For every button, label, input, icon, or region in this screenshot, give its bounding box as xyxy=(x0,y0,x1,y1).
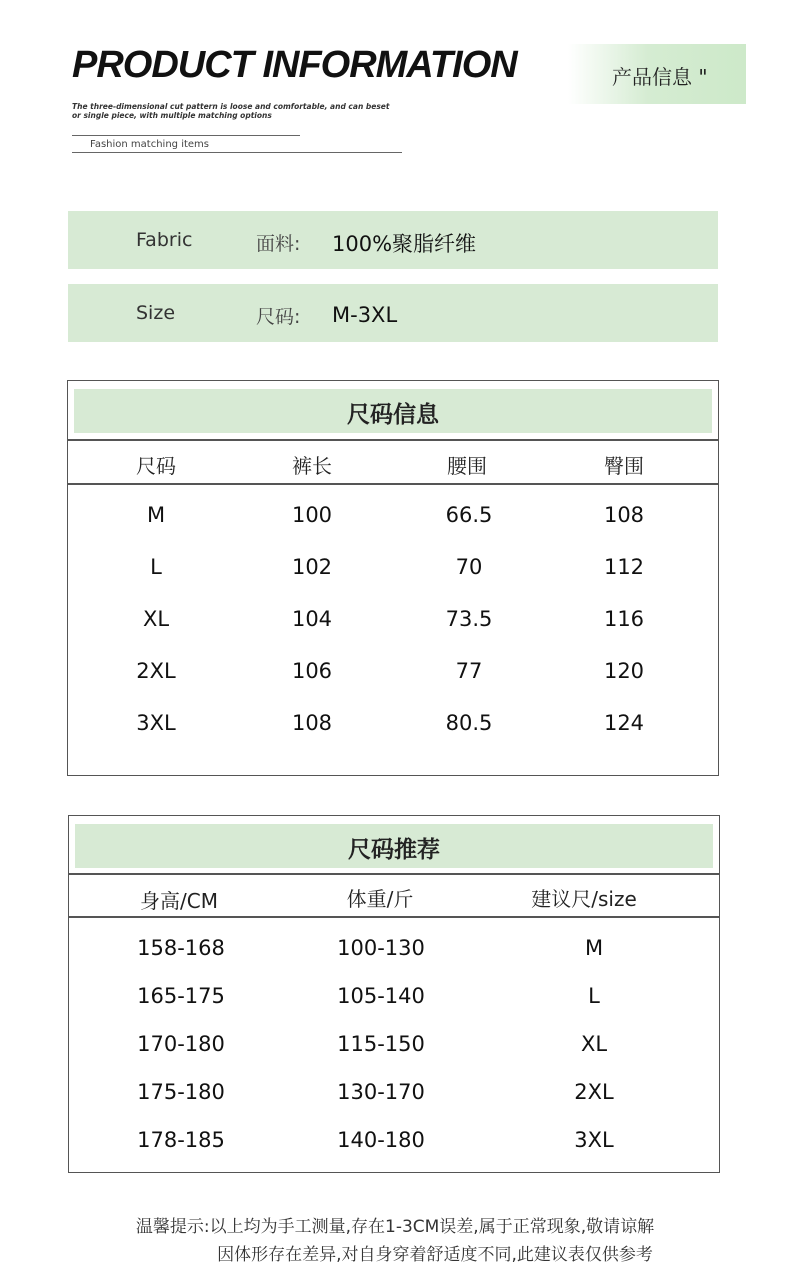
column-header: 尺码 xyxy=(136,454,176,478)
table-cell: 130-170 xyxy=(337,1080,425,1104)
column-header: 臀围 xyxy=(604,454,644,478)
title-badge xyxy=(568,44,746,104)
table-cell: 112 xyxy=(603,555,645,579)
table-cell: 108 xyxy=(291,711,333,735)
table-divider xyxy=(69,873,719,875)
table-cell: 175-180 xyxy=(137,1080,225,1104)
table-cell: 108 xyxy=(603,503,645,527)
column-header: 裤长 xyxy=(292,454,332,478)
header-sublabel: Fashion matching items xyxy=(90,139,209,150)
table-cell: 3XL xyxy=(136,711,176,735)
size-label-en: Size xyxy=(136,302,176,324)
table-cell: 80.5 xyxy=(445,711,493,735)
table-cell: 70 xyxy=(455,555,483,579)
table-cell: 106 xyxy=(291,659,333,683)
header-description: The three-dimensional cut pattern is loose and comfortable, and can beset or single piece, with multiple matching options xyxy=(72,102,390,120)
table-divider xyxy=(68,439,718,441)
table-cell: L xyxy=(588,984,600,1008)
size-value: M-3XL xyxy=(332,303,398,327)
table-cell: 104 xyxy=(291,607,333,631)
table-cell: 2XL xyxy=(136,659,176,683)
table-cell: 105-140 xyxy=(337,984,425,1008)
table-cell: 140-180 xyxy=(337,1128,425,1152)
table-cell: 77 xyxy=(455,659,483,683)
header-divider xyxy=(72,152,402,153)
title-badge-label: 产品信息 " xyxy=(612,65,708,89)
size-table-title: 尺码信息 xyxy=(347,402,439,428)
table-cell: XL xyxy=(580,1032,608,1056)
table-cell: 2XL xyxy=(574,1080,614,1104)
table-cell: 102 xyxy=(291,555,333,579)
tip-note-line1: 温馨提示:以上均为手工测量,存在1-3CM误差,属于正常现象,敬请谅解 xyxy=(135,1217,655,1237)
table-divider xyxy=(69,916,719,918)
table-cell: 124 xyxy=(603,711,645,735)
table-cell: 73.5 xyxy=(445,607,493,631)
table-cell: 116 xyxy=(603,607,645,631)
table-cell: 178-185 xyxy=(137,1128,225,1152)
table-cell: 158-168 xyxy=(137,936,225,960)
fabric-value: 100%聚脂纤维 xyxy=(332,232,477,256)
column-header: 腰围 xyxy=(447,454,487,478)
recommend-table-title: 尺码推荐 xyxy=(348,837,440,863)
table-cell: 66.5 xyxy=(445,503,493,527)
table-cell: XL xyxy=(142,607,170,631)
table-cell: 120 xyxy=(603,659,645,683)
column-header: 建议尺/size xyxy=(531,887,637,911)
size-table xyxy=(67,380,719,776)
table-cell: 3XL xyxy=(574,1128,614,1152)
column-header: 身高/CM xyxy=(140,889,218,913)
table-cell: 115-150 xyxy=(337,1032,425,1056)
fabric-label-cn: 面料: xyxy=(256,233,301,255)
column-header: 体重/斤 xyxy=(346,887,414,911)
page-title: PRODUCT INFORMATION xyxy=(72,44,517,86)
table-cell: 165-175 xyxy=(137,984,225,1008)
table-cell: L xyxy=(150,555,162,579)
header-divider xyxy=(72,135,300,136)
table-cell: M xyxy=(584,936,604,960)
fabric-label-en: Fabric xyxy=(136,229,193,251)
table-cell: 100 xyxy=(291,503,333,527)
table-cell: 170-180 xyxy=(137,1032,225,1056)
table-cell: 100-130 xyxy=(337,936,425,960)
size-label-cn: 尺码: xyxy=(256,306,301,328)
table-cell: M xyxy=(146,503,166,527)
table-divider xyxy=(68,483,718,485)
tip-note-line2: 因体形存在差异,对自身穿着舒适度不同,此建议表仅供参考 xyxy=(217,1245,653,1265)
recommend-table xyxy=(68,815,720,1173)
